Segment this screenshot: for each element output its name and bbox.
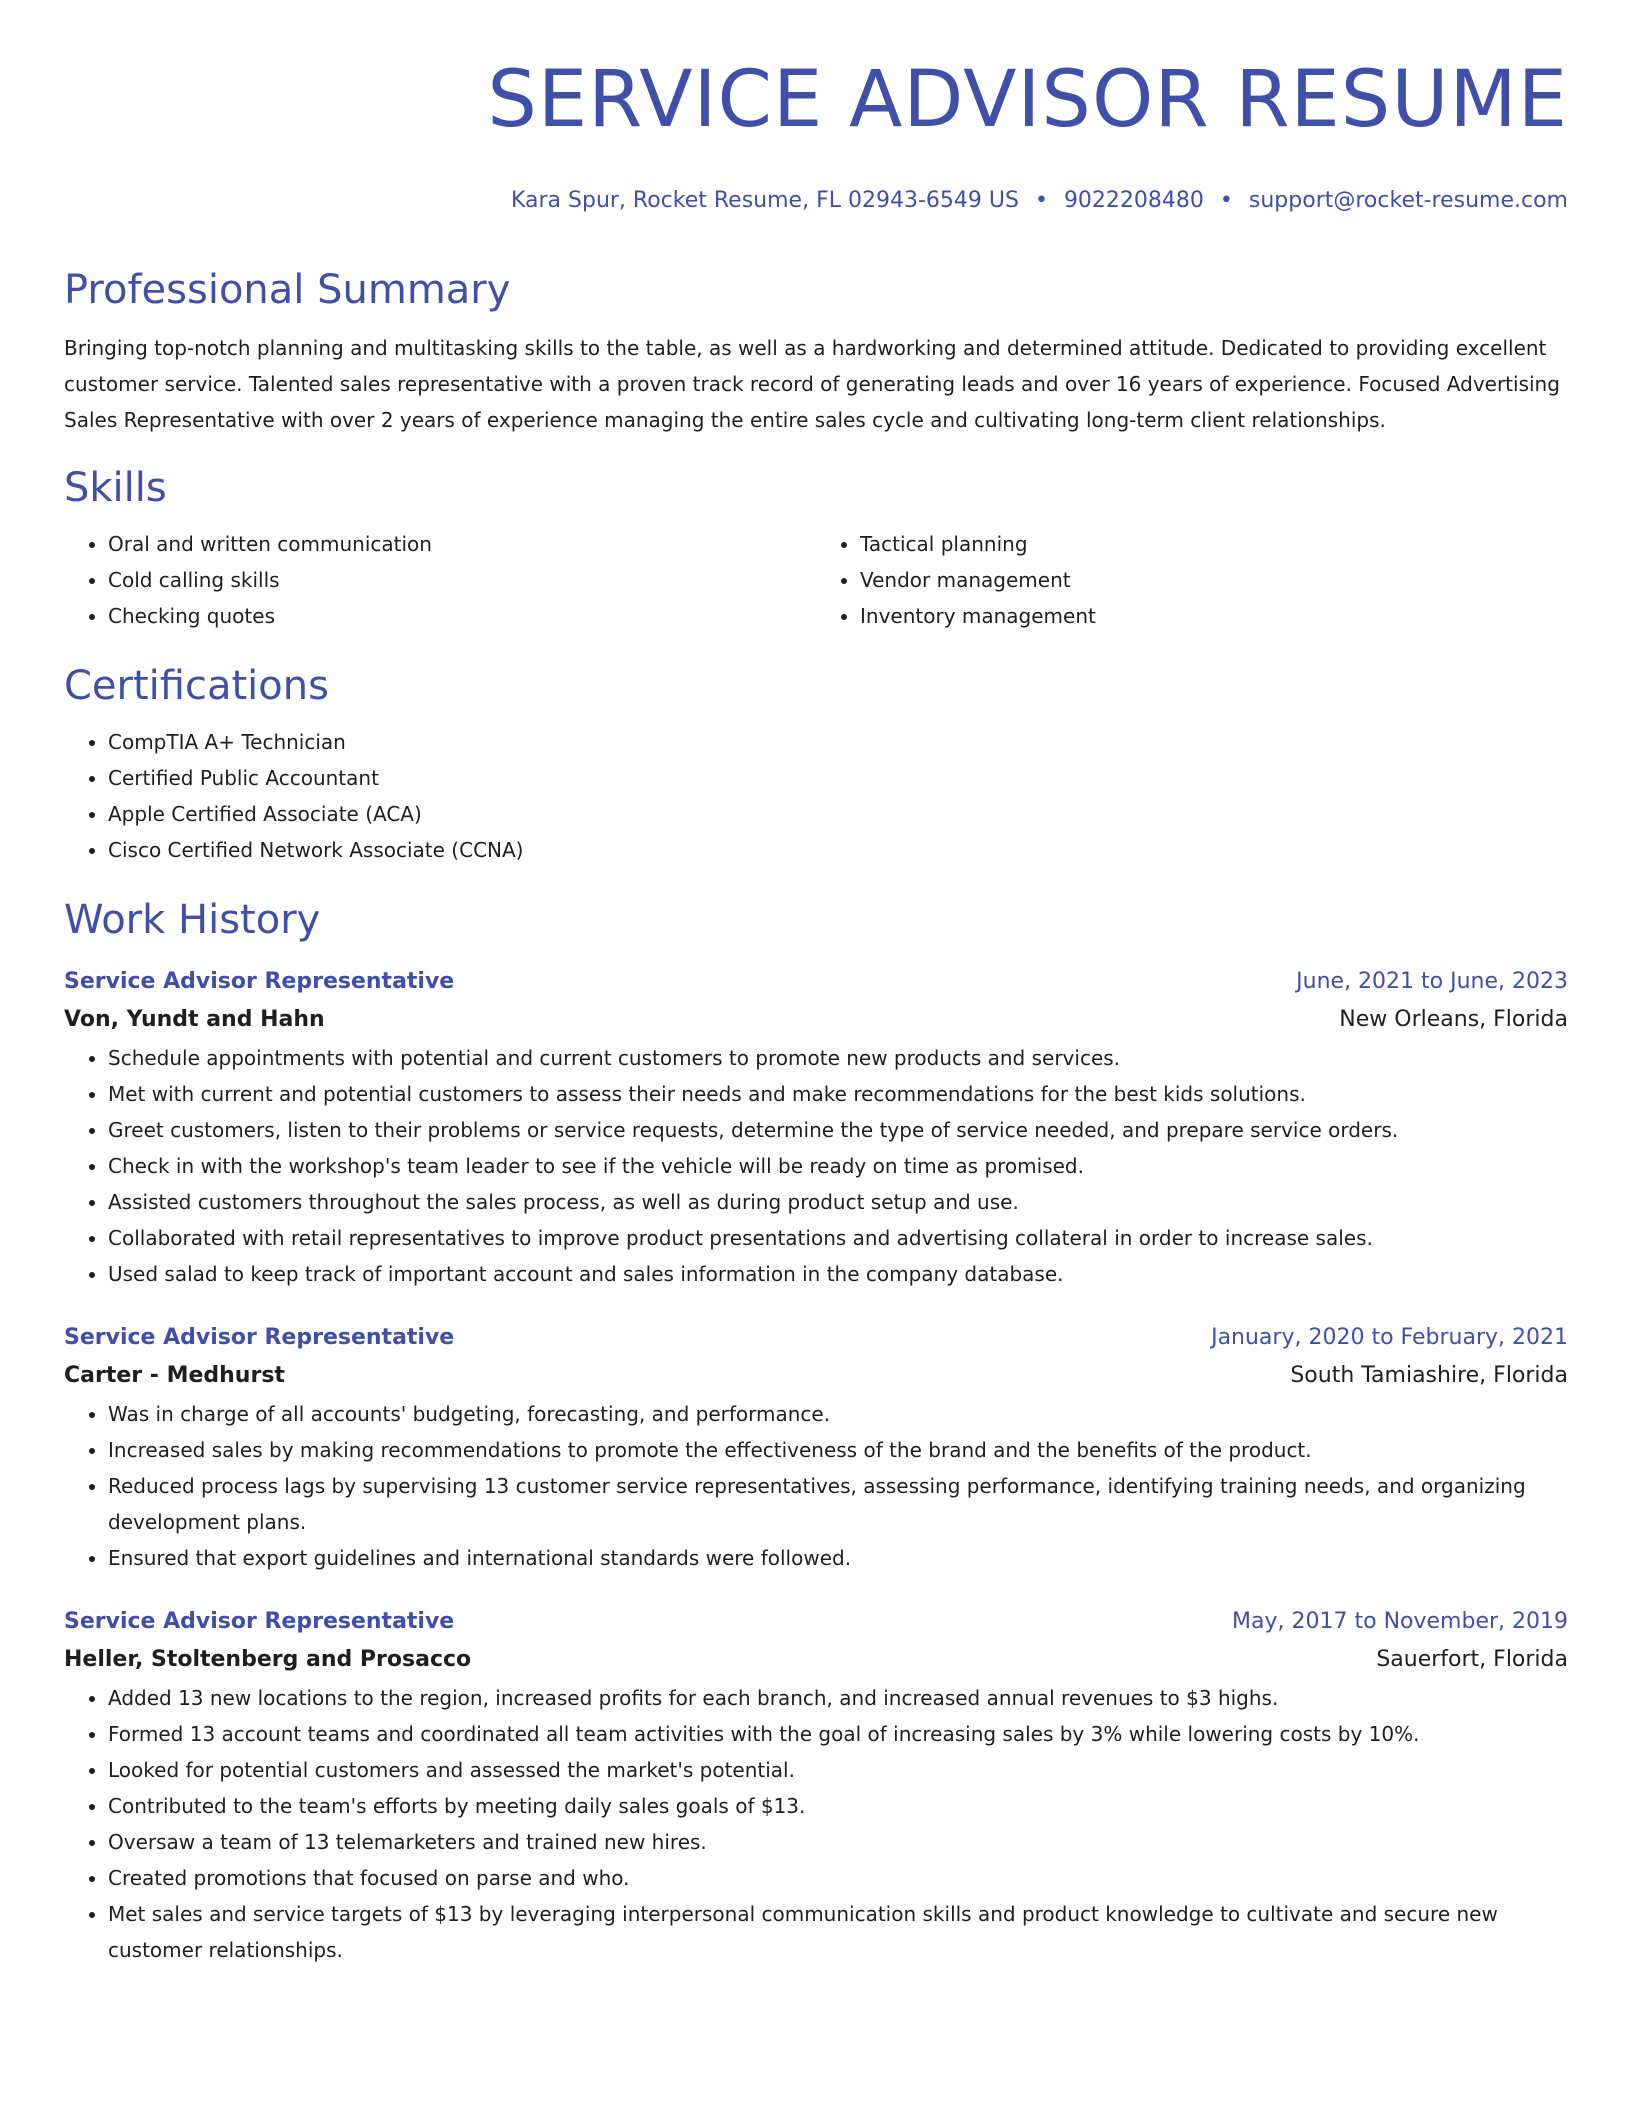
certifications-list	[64, 724, 1568, 868]
skills-columns	[64, 526, 1568, 634]
job-duty-item: • Added 13 new locations to the region, increased profits for each branch, and increased annual revenues to $3 highs.	[108, 1680, 1568, 1716]
job-header	[64, 1604, 1568, 1640]
job-duty-item: • Met with current and potential customers to assess their needs and make recommendations for the best kids solutions.	[108, 1076, 1568, 1112]
job-duty-item: • Collaborated with retail representatives to improve product presentations and advertising collateral in order to increase sales.	[108, 1220, 1568, 1256]
skill-item: • Tactical planning	[860, 526, 1568, 562]
job-duty-item: • Was in charge of all accounts' budgeting, forecasting, and performance.	[108, 1396, 1568, 1432]
job-header	[64, 1320, 1568, 1356]
job-title: Service Advisor Representative	[64, 1325, 455, 1350]
job-company: Heller, Stoltenberg and Prosacco	[64, 1647, 472, 1672]
skills-heading: Skills	[64, 465, 167, 511]
job-company: Von, Yundt and Hahn	[64, 1007, 325, 1032]
certification-item: • CompTIA A+ Technician	[108, 724, 1568, 760]
contact-line	[64, 186, 1568, 216]
job-duty-item: • Looked for potential customers and assessed the market's potential.	[108, 1752, 1568, 1788]
certification-item: • Cisco Certified Network Associate (CCNA)	[108, 832, 1568, 868]
job-location: Sauerfort, Florida	[1376, 1647, 1568, 1672]
job-company: Carter - Medhurst	[64, 1363, 285, 1388]
skills-list-left	[64, 526, 816, 634]
job-duty-item: • Check in with the workshop's team leader to see if the vehicle will be ready on time as promised.	[108, 1148, 1568, 1184]
job-location: New Orleans, Florida	[1339, 1007, 1568, 1032]
certification-item: • Certified Public Accountant	[108, 760, 1568, 796]
skill-item: • Cold calling skills	[108, 562, 816, 598]
job-duty-item: • Formed 13 account teams and coordinated all team activities with the goal of increasing sales by 3% while lowering costs by 10%.	[108, 1716, 1568, 1752]
job-title: Service Advisor Representative	[64, 1609, 455, 1634]
job-header	[64, 964, 1568, 1000]
job-duty-item: • Reduced process lags by supervising 13 customer service representatives, assessing performance, identifying training needs, and organizing development plans.	[108, 1468, 1568, 1540]
job-title: Service Advisor Representative	[64, 969, 455, 994]
job-entry	[64, 964, 1568, 1292]
certifications-heading: Certifications	[64, 663, 329, 709]
job-duty-item: • Used salad to keep track of important account and sales information in the company database.	[108, 1256, 1568, 1292]
job-subheader	[64, 1356, 1568, 1396]
job-duty-item: • Oversaw a team of 13 telemarketers and trained new hires.	[108, 1824, 1568, 1860]
job-dates: May, 2017 to November, 2019	[1232, 1609, 1568, 1634]
job-subheader	[64, 1640, 1568, 1680]
summary-text: Bringing top-notch planning and multitasking skills to the table, as well as a hardworking and determined attitude. Dedicated to providing excellent customer service. Talented sales representative with a proven track record of generating leads and over 16 years of experience. Focused Advertising Sales Representative with over 2 years of experience managing the entire sales cycle and cultivating long-term client relationships.	[64, 336, 1560, 432]
job-duties-list	[64, 1040, 1568, 1292]
job-duty-item: • Created promotions that focused on parse and who.	[108, 1860, 1568, 1896]
skill-item: • Inventory management	[860, 598, 1568, 634]
job-duty-item: • Assisted customers throughout the sales process, as well as during product setup and use.	[108, 1184, 1568, 1220]
certification-item: • Apple Certified Associate (ACA)	[108, 796, 1568, 832]
job-entry	[64, 1320, 1568, 1576]
job-duty-item: • Increased sales by making recommendations to promote the effectiveness of the brand and the benefits of the product.	[108, 1432, 1568, 1468]
contact-address: Kara Spur, Rocket Resume, FL 02943-6549 US	[510, 188, 1019, 213]
skill-item: • Vendor management	[860, 562, 1568, 598]
job-subheader	[64, 1000, 1568, 1040]
contact-email: support@rocket-resume.com	[1248, 188, 1568, 213]
job-duties-list	[64, 1396, 1568, 1576]
work-history-heading: Work History	[64, 897, 321, 943]
resume-title: SERVICE ADVISOR RESUME	[487, 55, 1568, 145]
job-duty-item: • Schedule appointments with potential and current customers to promote new products and services.	[108, 1040, 1568, 1076]
contact-separator: •	[1034, 188, 1048, 213]
job-location: South Tamiashire, Florida	[1290, 1363, 1568, 1388]
skill-item: • Checking quotes	[108, 598, 816, 634]
job-duty-item: • Ensured that export guidelines and international standards were followed.	[108, 1540, 1568, 1576]
job-dates: January, 2020 to February, 2021	[1211, 1325, 1568, 1350]
summary-heading: Professional Summary	[64, 267, 511, 313]
job-duty-item: • Met sales and service targets of $13 by leveraging interpersonal communication skills and product knowledge to cultivate and secure new customer relationships.	[108, 1896, 1568, 1968]
job-dates: June, 2021 to June, 2023	[1296, 969, 1568, 994]
skill-item: • Oral and written communication	[108, 526, 816, 562]
contact-separator: •	[1219, 188, 1233, 213]
job-duties-list	[64, 1680, 1568, 1968]
job-entry	[64, 1604, 1568, 1968]
contact-phone: 9022208480	[1063, 188, 1204, 213]
skills-list-right	[816, 526, 1568, 634]
job-duty-item: • Greet customers, listen to their problems or service requests, determine the type of service needed, and prepare service orders.	[108, 1112, 1568, 1148]
job-duty-item: • Contributed to the team's efforts by meeting daily sales goals of $13.	[108, 1788, 1568, 1824]
